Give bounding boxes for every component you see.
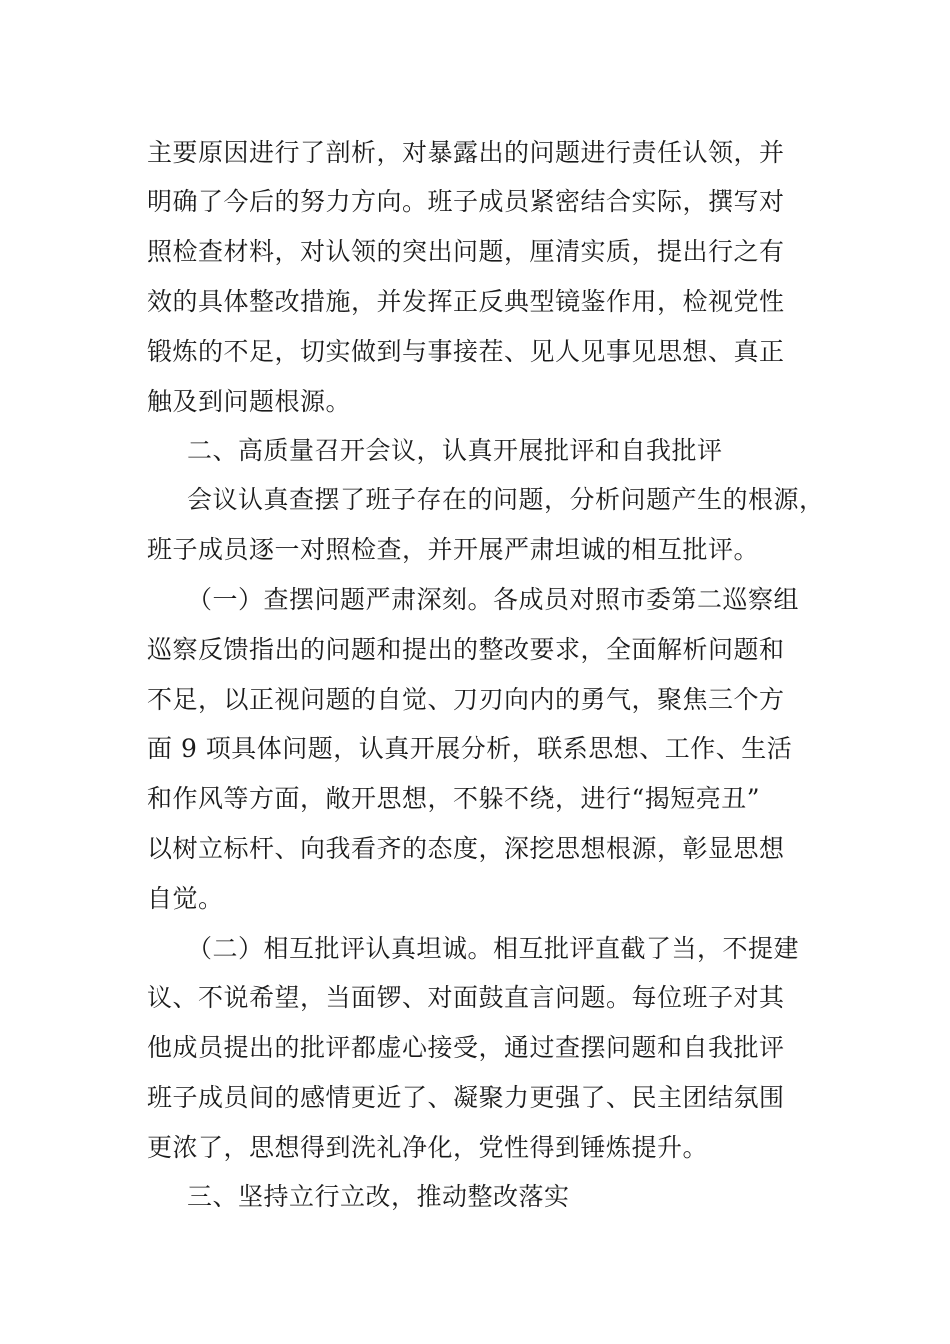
paragraph-line: 和作风等方面，敞开思想，不躲不绕，进行“揭短亮丑”: [147, 784, 761, 813]
section-heading-2: 二、高质量召开会议，认真开展批评和自我批评: [187, 436, 723, 465]
paragraph-line: 更浓了，思想得到洗礼净化，党性得到锤炼提升。: [147, 1133, 709, 1162]
paragraph-line: 会议认真查摆了班子存在的问题，分析问题产生的根源，: [187, 485, 825, 514]
paragraph-line: 不足，以正视问题的自觉、刀刃向内的勇气，聚焦三个方: [147, 685, 785, 714]
paragraph-line: 锻炼的不足，切实做到与事接茬、见人见事见思想、真正: [147, 337, 785, 366]
paragraph-line: 触及到问题根源。: [147, 387, 352, 416]
paragraph-line: 效的具体整改措施，并发挥正反典型镜鉴作用，检视党性: [147, 287, 785, 316]
paragraph-line: 他成员提出的批评都虚心接受，通过查摆问题和自我批评: [147, 1033, 785, 1062]
subsection-1-line: （一）查摆问题严肃深刻。各成员对照市委第二巡察组: [187, 585, 800, 614]
subsection-2-line: （二）相互批评认真坦诚。相互批评直截了当，不提建: [187, 934, 800, 963]
paragraph-line: 班子成员间的感情更近了、凝聚力更强了、民主团结氛围: [147, 1083, 785, 1112]
section-heading-3: 三、坚持立行立改，推动整改落实: [187, 1182, 570, 1211]
paragraph-line: 自觉。: [147, 884, 224, 913]
paragraph-line: 面 9 项具体问题，认真开展分析，联系思想、工作、生活: [147, 734, 793, 763]
paragraph-line: 巡察反馈指出的问题和提出的整改要求，全面解析问题和: [147, 635, 785, 664]
paragraph-line: 班子成员逐一对照检查，并开展严肃坦诚的相互批评。: [147, 535, 760, 564]
paragraph-line: 议、不说希望，当面锣、对面鼓直言问题。每位班子对其: [147, 983, 785, 1012]
paragraph-line: 以树立标杆、向我看齐的态度，深挖思想根源，彰显思想: [147, 834, 785, 863]
paragraph-line: 主要原因进行了剖析，对暴露出的问题进行责任认领，并: [147, 138, 785, 167]
paragraph-line: 明确了今后的努力方向。班子成员紧密结合实际，撰写对: [147, 187, 785, 216]
paragraph-line: 照检查材料，对认领的突出问题，厘清实质，提出行之有: [147, 237, 785, 266]
